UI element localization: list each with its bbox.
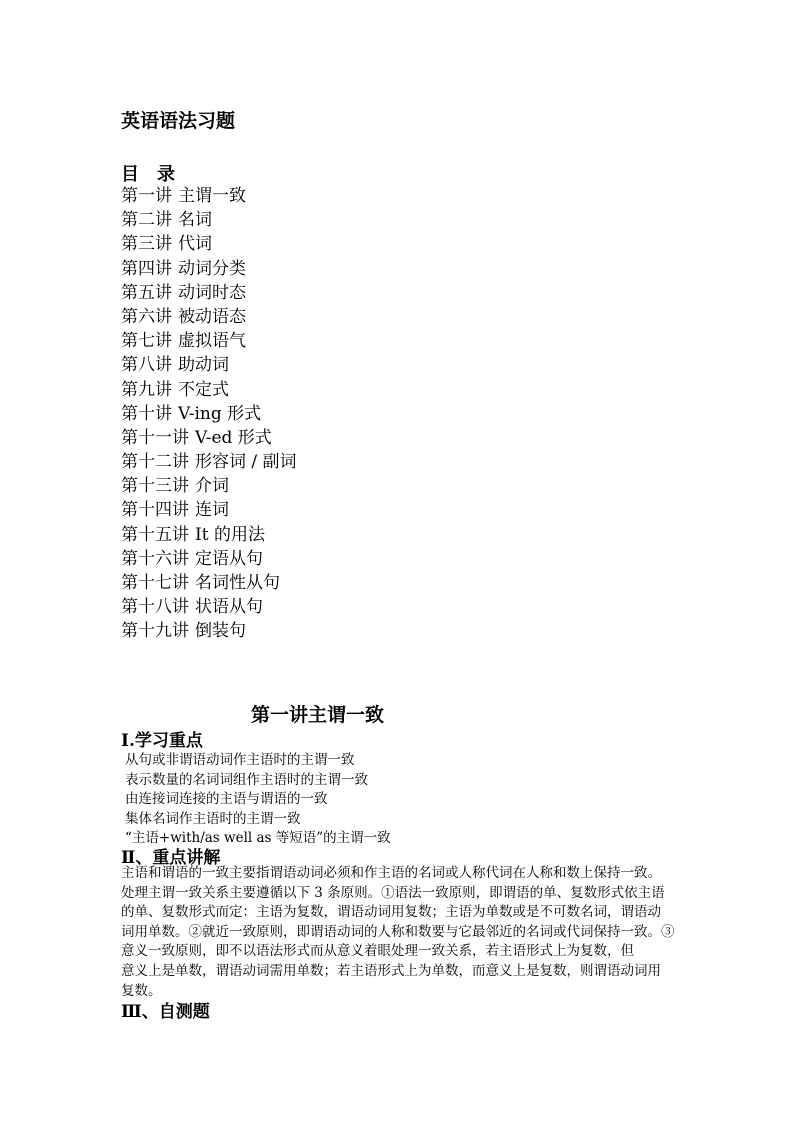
toc-item	[121, 619, 297, 643]
part2-heading: Ⅱ、重点讲解	[121, 848, 221, 868]
toc-item-number: 第十六讲	[121, 548, 189, 569]
toc-item-number: 第十三讲	[121, 476, 189, 497]
key-point: “主语+with/as well as 等短语”的主谓一致	[125, 830, 391, 847]
explanation-paragraph	[121, 864, 681, 1001]
explanation-line: 的单、复数形式而定：主语为复数，谓语动词用复数；主语为单数或是不可数名词，谓语动	[121, 904, 661, 921]
toc-item-topic: 状语从句	[195, 597, 263, 618]
toc-item	[121, 426, 297, 450]
toc-item-topic: It 的用法	[195, 524, 265, 545]
toc-item-number: 第十七讲	[121, 573, 189, 593]
toc-item-number: 第九讲	[121, 379, 172, 400]
toc-item-topic: 倒装句	[195, 621, 246, 642]
part1-heading: I.学习重点	[121, 731, 203, 751]
toc-item-number: 第七讲	[121, 331, 172, 352]
toc-item	[121, 329, 297, 353]
document-title: 英语语法习题	[121, 110, 236, 132]
explanation-line: 主语和谓语的一致主要指谓语动词必须和作主语的名词或人称代词在人称和数上保持一致。	[121, 865, 661, 881]
toc-item	[121, 305, 297, 329]
part3-heading: Ⅲ、自测题	[121, 1002, 210, 1022]
toc-item-topic: V-ing 形式	[178, 403, 262, 424]
toc-item	[121, 402, 297, 426]
toc-item	[121, 595, 297, 619]
toc-item-number: 第八讲	[121, 355, 172, 376]
toc-item-topic: 虚拟语气	[178, 331, 246, 352]
toc-item	[121, 232, 297, 256]
toc-item-number: 第四讲	[121, 258, 172, 279]
toc-item-number: 第六讲	[121, 306, 172, 327]
explanation-line: 复数。	[121, 982, 162, 999]
toc-item	[121, 184, 297, 208]
toc-item-topic: 定语从句	[195, 548, 263, 569]
key-point: 表示数量的名词词组作主语时的主谓一致	[125, 771, 368, 788]
toc-item-topic: 名词性从句	[195, 573, 280, 593]
toc-item-number: 第十九讲	[121, 621, 189, 642]
toc-item-topic: 不定式	[178, 379, 229, 400]
toc-item	[121, 547, 297, 571]
toc-item-number: 第十四讲	[121, 500, 189, 521]
toc-item-topic: 代词	[178, 234, 212, 255]
toc-item-topic: 动词分类	[178, 258, 246, 279]
toc-item-topic: 介词	[195, 476, 229, 497]
toc-item	[121, 281, 297, 305]
key-points-list	[125, 751, 391, 849]
toc-item	[121, 523, 297, 547]
toc-item	[121, 257, 297, 281]
toc-item-number: 第五讲	[121, 282, 172, 303]
toc-item-number: 第十五讲	[121, 524, 189, 545]
toc-item-topic: 连词	[195, 500, 229, 521]
toc-heading: 目 录	[121, 164, 175, 185]
toc-item	[121, 378, 297, 402]
toc-item-number: 第一讲	[121, 186, 172, 206]
toc-item-topic: 助动词	[178, 355, 229, 376]
toc-item-number: 第十二讲	[121, 452, 189, 473]
toc-item-topic: V-ed 形式	[195, 427, 272, 448]
toc-item-number: 第十一讲	[121, 427, 189, 448]
toc-item-topic: 被动语态	[178, 306, 246, 327]
key-point: 从句或非谓语动词作主语时的主谓一致	[125, 752, 355, 768]
toc-item-topic: 形容词 / 副词	[195, 452, 297, 473]
explanation-line: 意义一致原则，即不以语法形式而从意义着眼处理一致关系，若主语形式上为复数，但	[121, 943, 634, 960]
toc-item-topic: 主谓一致	[178, 186, 246, 206]
toc-item-number: 第十讲	[121, 403, 172, 424]
explanation-line: 词用单数。②就近一致原则，即谓语动词的人称和数要与它最邻近的名词或代词保持一致。③	[121, 923, 675, 940]
key-point: 由连接词连接的主语与谓语的一致	[125, 791, 328, 808]
toc-item	[121, 571, 297, 595]
toc-item	[121, 208, 297, 232]
toc-item-number: 第二讲	[121, 210, 172, 231]
key-point: 集体名词作主语时的主谓一致	[125, 810, 301, 827]
toc-item-topic: 名词	[178, 210, 212, 231]
toc-item	[121, 450, 297, 474]
section-title: 第一讲主谓一致	[251, 704, 385, 726]
toc-item	[121, 498, 297, 522]
toc-item-number: 第三讲	[121, 234, 172, 255]
table-of-contents	[121, 184, 297, 644]
toc-item	[121, 474, 297, 498]
explanation-line: 意义上是单数，谓语动词需用单数；若主语形式上为单数，而意义上是复数，则谓语动词用	[121, 962, 661, 979]
toc-item	[121, 353, 297, 377]
toc-item-number: 第十八讲	[121, 597, 189, 618]
toc-item-topic: 动词时态	[178, 282, 246, 303]
explanation-line: 处理主谓一致关系主要遵循以下 3 条原则。①语法一致原则，即谓语的单、复数形式依主语	[121, 884, 665, 901]
